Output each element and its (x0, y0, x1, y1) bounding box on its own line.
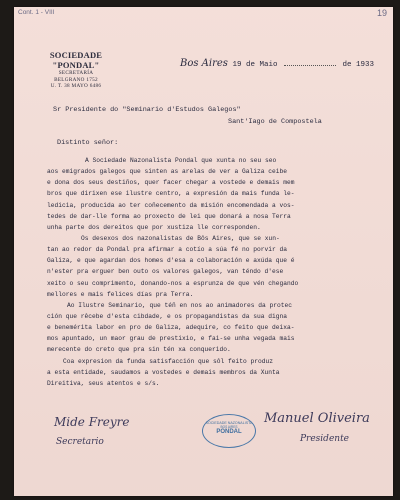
salutation: Distinto señor: (57, 139, 119, 147)
body-line: Coa expresion da funda satisfacción que sôl feito produz (63, 357, 274, 365)
secretary-signature: Mide Freyre (54, 415, 130, 429)
letterhead-street: BELGRANO 1752 (54, 76, 98, 83)
letter-sheet (14, 7, 393, 496)
body-line: unha parte dos dereitos que por xustiza lle corresponden. (47, 223, 261, 231)
society-stamp (202, 414, 256, 448)
body-line: a esta entidade, saudamos a vostedes e demais membros da Xunta (47, 368, 280, 376)
body-line: tan ao redor da Pondal pra afirmar a cotío a súa fé no porvir da (47, 246, 288, 254)
body-line: tedes de dar-lle forma ao proxecto de lei que donará a nosa Terra (47, 212, 291, 220)
body-line: n'ester pra erguer ben outo os valores galegos, van téndo d'ese (47, 268, 284, 276)
body-line: e dona dos seus destiños, quer facer chegar a vostede e demais mem (47, 179, 295, 187)
president-signature: Manuel Oliveira (264, 411, 370, 426)
recipient-line-1: Sr Presidente do "Seminario d'Estudos Galegos" (53, 106, 241, 114)
letter-body (47, 155, 382, 389)
dateline-year-suffix: 3 (369, 61, 375, 69)
body-line: A Sociedade Nazonalista Pondal que xunta no seu seo (85, 157, 277, 164)
body-line: bros que dirixen ese ilustre centro, a expresión da mais funda le- (47, 190, 295, 198)
dateline-day: 19 (232, 61, 242, 69)
body-line: aos emigrados galegos que sinten as arelas de ver a Galiza ceibe (47, 168, 288, 176)
stamp-top-text: SOCIEDADE NAZONALISTA (205, 421, 253, 425)
body-line: Galiza, e que agardan dos homes d'esa a colaboración e axúda que é (47, 257, 295, 265)
president-title: Presidente (300, 434, 350, 444)
stamp-middle-text: BOS AIRES (220, 425, 238, 429)
body-line: e benemérita labor en pro de Galiza, adequire, co feito que deixa- (47, 324, 295, 332)
recipient-line-2: Sant'Iago de Compostela (228, 118, 322, 126)
letterhead-phone: U. T. 38 MAYO 6486 (50, 83, 102, 90)
letterhead-org: SOCIEDADE "PONDAL" (49, 50, 103, 70)
body-line: mos apuntado, un maor grau de prestixio, e fai-se unha vegada mais (47, 335, 295, 343)
dateline: Bos Aires 19 de Maio de 1933 (180, 58, 375, 69)
secretary-title: Secretario (56, 437, 104, 447)
body-line: merecente do creto que pra sin tén xa conquerido. (47, 346, 231, 354)
archive-reference: Cont. 1 - VIII (18, 9, 55, 16)
letterhead-dept: SECRETARÍA (58, 70, 94, 76)
letterhead (38, 50, 114, 90)
body-line: Os desexos dos nazonalistas de Bôs Aires, que se xun- (81, 234, 280, 242)
dateline-year-prefix: de 193 (342, 61, 370, 69)
dateline-month: Maio (259, 61, 278, 69)
body-line: Direitiva, seus atentos e s/s. (47, 379, 160, 387)
body-line: Ao Ilustre Seminario, que téñ en nos ao animadores da protec (67, 301, 293, 309)
body-line: ledicia, producida ao ter coñecemento da misión encomendada a vos- (47, 201, 295, 209)
folio-number: 19 (376, 8, 387, 18)
dateline-rule (284, 65, 336, 66)
body-line: xeito o seu comprimento, donando-nos a esprunza de que vén chegando (47, 279, 299, 287)
stamp-bottom-text: PONDAL (216, 429, 242, 435)
dateline-city: Bos Aires (180, 58, 228, 69)
body-line: mellores e mais felices días pra Terra. (47, 290, 194, 298)
body-line: ción que rêcebe d'esta cibdade, e os propagandistas da sua digna (47, 312, 288, 320)
